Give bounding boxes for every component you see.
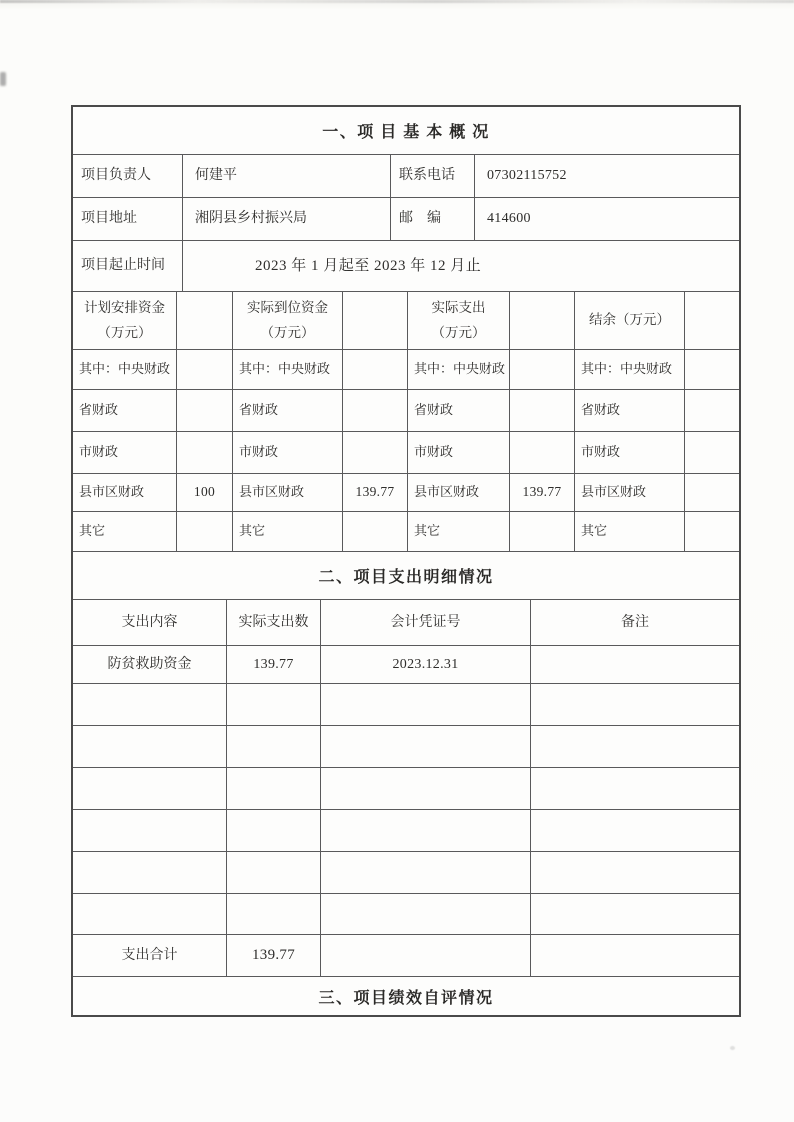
funding-value-cell: 139.77 <box>343 474 408 511</box>
funding-label-cell: 其中：中央财政 <box>233 350 343 389</box>
funding-header-spent <box>408 292 510 349</box>
project-report-form <box>71 105 741 1017</box>
funding-label-cell: 省财政 <box>575 390 685 431</box>
expense-voucher-cell: 2023.12.31 <box>321 646 531 683</box>
phone-value: 07302115752 <box>487 168 567 184</box>
expense-content-cell <box>73 684 227 725</box>
funding-value-cell: 100 <box>177 474 233 511</box>
funding-row-city <box>73 432 739 474</box>
leader-value: 何建平 <box>183 155 391 197</box>
expense-content-cell <box>73 852 227 893</box>
funding-label-cell: 省财政 <box>73 390 177 431</box>
funding-label-cell: 省财政 <box>408 390 510 431</box>
funding-label-cell: 其中：中央财政 <box>408 350 510 389</box>
funding-label-cell: 其它 <box>575 512 685 551</box>
funding-header-received <box>233 292 343 349</box>
funding-row-other <box>73 512 739 552</box>
expense-content-cell <box>73 894 227 934</box>
expense-voucher-cell <box>321 726 531 767</box>
expense-amount-cell: 139.77 <box>227 646 321 683</box>
expenditure-row <box>73 894 739 935</box>
funding-value-cell <box>177 512 233 551</box>
funding-header-planned-l1: 计划安排资金 <box>84 299 165 315</box>
funding-header-row <box>73 292 739 350</box>
funding-label-cell: 省财政 <box>233 390 343 431</box>
total-amount-cell: 139.77 <box>227 935 321 976</box>
expenditure-header-content: 支出内容 <box>73 600 227 645</box>
expense-amount-cell <box>227 768 321 809</box>
funding-label-cell: 其中：中央财政 <box>73 350 177 389</box>
funding-value-cell <box>177 350 233 389</box>
funding-label-cell: 县市区财政 <box>408 474 510 511</box>
funding-value-cell <box>510 390 575 431</box>
funding-value-cell <box>510 432 575 473</box>
expense-note-cell <box>531 894 739 934</box>
expense-note-cell <box>531 810 739 851</box>
postcode-value: 414600 <box>487 211 531 227</box>
expense-content-cell <box>73 768 227 809</box>
funding-header-received-l1: 实际到位资金 <box>247 299 328 315</box>
section2-title: 二、项目支出明细情况 <box>318 569 494 586</box>
funding-label-cell: 其它 <box>73 512 177 551</box>
section1-title-row <box>73 107 739 155</box>
funding-label-cell: 市财政 <box>73 432 177 473</box>
funding-header-balance-l1: 结余（万元） <box>589 312 670 328</box>
funding-value-cell <box>343 432 408 473</box>
expenditure-row <box>73 646 739 684</box>
funding-label-cell: 县市区财政 <box>233 474 343 511</box>
funding-value-cell <box>510 350 575 389</box>
section1-title: 一、项 目 基 本 概 况 <box>322 124 490 141</box>
expenditure-total-row <box>73 935 739 977</box>
section2-title-row <box>73 552 739 600</box>
expense-content-cell <box>73 726 227 767</box>
funding-header-received-l2: （万元） <box>260 324 315 340</box>
funding-value-cell <box>685 432 739 473</box>
expense-voucher-cell <box>321 810 531 851</box>
total-voucher-cell <box>321 935 531 976</box>
funding-label-cell: 市财政 <box>233 432 343 473</box>
expense-voucher-cell <box>321 852 531 893</box>
scan-artifact-left-spot <box>0 72 6 86</box>
funding-header-balance <box>575 292 685 349</box>
funding-label-cell: 市财政 <box>575 432 685 473</box>
funding-value-cell <box>510 512 575 551</box>
funding-header-spent-l2: （万元） <box>431 324 486 340</box>
funding-value-cell <box>343 512 408 551</box>
funding-header-planned-value-cell <box>177 292 233 349</box>
expense-amount-cell <box>227 726 321 767</box>
expense-voucher-cell <box>321 768 531 809</box>
funding-value-cell <box>685 390 739 431</box>
expenditure-row <box>73 726 739 768</box>
funding-value-cell <box>343 390 408 431</box>
expenditure-row <box>73 768 739 810</box>
funding-header-planned <box>73 292 177 349</box>
expense-content-cell <box>73 810 227 851</box>
leader-label: 项目负责人 <box>73 155 183 197</box>
funding-value-cell <box>177 432 233 473</box>
funding-value-cell <box>685 474 739 511</box>
funding-label-cell: 县市区财政 <box>575 474 685 511</box>
postcode-label: 邮 编 <box>391 198 475 240</box>
funding-label-cell: 其它 <box>408 512 510 551</box>
scan-artifact-top-edge <box>0 0 794 3</box>
funding-label-cell: 其它 <box>233 512 343 551</box>
funding-label-cell: 县市区财政 <box>73 474 177 511</box>
scan-artifact-dot <box>730 1046 735 1050</box>
address-value: 湘阴县乡村振兴局 <box>183 198 391 240</box>
expense-amount-cell <box>227 852 321 893</box>
funding-value-cell <box>685 350 739 389</box>
section3-title-row <box>73 977 739 1015</box>
funding-row-province <box>73 390 739 432</box>
expense-note-cell <box>531 726 739 767</box>
expense-amount-cell <box>227 684 321 725</box>
expenditure-row <box>73 684 739 726</box>
funding-value-cell <box>685 512 739 551</box>
duration-value: 2023 年 1 月起至 2023 年 12 月止 <box>255 257 482 274</box>
expense-voucher-cell <box>321 684 531 725</box>
funding-value-cell <box>177 390 233 431</box>
expense-amount-cell <box>227 894 321 934</box>
funding-row-county <box>73 474 739 512</box>
expense-amount-cell <box>227 810 321 851</box>
expense-voucher-cell <box>321 894 531 934</box>
funding-header-received-value-cell <box>343 292 408 349</box>
expense-note-cell <box>531 646 739 683</box>
basic-row-address <box>73 198 739 241</box>
expense-content-cell: 防贫救助资金 <box>73 646 227 683</box>
basic-row-leader <box>73 155 739 198</box>
funding-value-cell <box>343 350 408 389</box>
funding-header-spent-value-cell <box>510 292 575 349</box>
phone-label: 联系电话 <box>391 155 475 197</box>
expenditure-header-note: 备注 <box>621 614 649 630</box>
basic-row-duration <box>73 241 739 292</box>
funding-header-balance-value-cell <box>685 292 739 349</box>
expenditure-row <box>73 810 739 852</box>
funding-header-spent-l1: 实际支出 <box>431 299 486 315</box>
total-note-cell <box>531 935 739 976</box>
expenditure-header-voucher: 会计凭证号 <box>321 600 531 645</box>
expense-note-cell <box>531 852 739 893</box>
funding-label-cell: 市财政 <box>408 432 510 473</box>
expenditure-row <box>73 852 739 894</box>
funding-value-cell: 139.77 <box>510 474 575 511</box>
total-label-cell: 支出合计 <box>73 935 227 976</box>
duration-label: 项目起止时间 <box>73 241 183 291</box>
section3-title: 三、项目绩效自评情况 <box>318 989 494 1007</box>
expense-note-cell <box>531 684 739 725</box>
funding-row-central <box>73 350 739 390</box>
funding-label-cell: 其中：中央财政 <box>575 350 685 389</box>
funding-header-planned-l2: （万元） <box>97 324 152 340</box>
address-label: 项目地址 <box>73 198 183 240</box>
expenditure-header-row <box>73 600 739 646</box>
expense-note-cell <box>531 768 739 809</box>
expenditure-header-amount: 实际支出数 <box>227 600 321 645</box>
